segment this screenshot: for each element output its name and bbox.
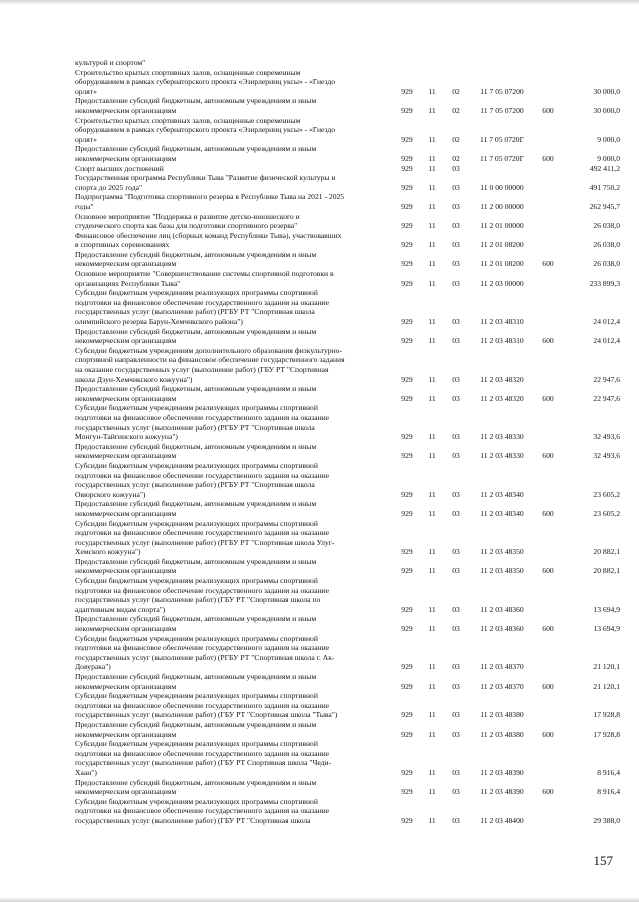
ministry-code: 929	[401, 547, 413, 557]
subsection-code: 03	[452, 393, 460, 403]
target-article: 11 7 05 0720Г	[480, 134, 524, 144]
ministry-code: 929	[401, 489, 413, 499]
table-row	[75, 720, 620, 739]
amount: 492 411,2	[589, 163, 620, 173]
table-row	[75, 250, 620, 269]
row-name: Предоставление субсидий бюджетным, автономным учреждениям и иным некоммерческим организациям	[75, 719, 317, 739]
expense-type: 600	[542, 259, 554, 269]
amount: 233 899,3	[589, 278, 620, 288]
subsection-code: 03	[452, 662, 460, 672]
section-code: 11	[428, 604, 436, 614]
target-article: 11 2 03 48330	[480, 451, 524, 461]
target-article: 11 2 01 08200	[480, 259, 524, 269]
section-code: 11	[428, 767, 436, 777]
row-name: Подпрограмма "Подготовка спортивного резерва в Республике Тыва на 2021 - 2025 годы"	[75, 192, 345, 211]
section-code: 11	[428, 547, 436, 557]
table-row	[75, 634, 620, 672]
table-row	[75, 461, 620, 499]
amount: 22 947,6	[593, 393, 620, 403]
table-row	[75, 327, 620, 346]
row-name: Предоставление субсидий бюджетным, автономным учреждениям и иным некоммерческим организациям	[75, 499, 317, 518]
ministry-code: 929	[401, 240, 413, 250]
ministry-code: 929	[401, 729, 413, 739]
table-row	[75, 116, 620, 145]
target-article: 11 2 00 00000	[480, 201, 524, 211]
table-row	[75, 576, 620, 614]
ministry-code: 929	[401, 163, 413, 173]
table-row	[75, 346, 620, 384]
row-name: Государственная программа Республики Тыва "Развитие физической культуры и спорта до 2025 года"	[75, 173, 336, 192]
table-row	[75, 672, 620, 691]
subsection-code: 03	[452, 432, 460, 442]
table-row	[75, 614, 620, 633]
subsection-code: 03	[452, 182, 460, 192]
ministry-code: 929	[401, 604, 413, 614]
section-code: 11	[428, 278, 436, 288]
table-row	[75, 403, 620, 441]
target-article: 11 2 03 48380	[480, 729, 524, 739]
section-code: 11	[428, 566, 436, 576]
subsection-code: 03	[452, 624, 460, 634]
target-article: 11 0 00 00000	[480, 182, 524, 192]
ministry-code: 929	[401, 153, 413, 163]
amount: 30 000,0	[593, 105, 620, 115]
subsection-code: 03	[452, 317, 460, 327]
table-row	[75, 231, 620, 250]
ministry-code: 929	[401, 317, 413, 327]
table-row	[75, 797, 620, 826]
section-code: 11	[428, 221, 436, 231]
subsection-code: 03	[452, 681, 460, 691]
ministry-code: 929	[401, 787, 413, 797]
ministry-code: 929	[401, 681, 413, 691]
amount: 8 916,4	[597, 767, 620, 777]
expense-type: 600	[542, 681, 554, 691]
amount: 21 120,1	[593, 662, 620, 672]
table-row	[75, 442, 620, 461]
target-article: 11 2 03 48360	[480, 624, 524, 634]
row-name: Субсидии бюджетным учреждениям реализующих программы спортивной подготовки на финансовое обеспечение государственного задания на оказание государственных услуг (выполнение работ) (ГБУ РТ "Спортивная школа "Тыва")	[75, 691, 338, 720]
row-name: Субсидии бюджетным учреждениям реализующих программы спортивной подготовки на финансовое обеспечение государственного задания на оказание государственных услуг (выполнение работ) (РГБУ РТ "Спортивная школа г. Ак- Довурака")	[75, 633, 335, 672]
expense-type: 600	[542, 393, 554, 403]
subsection-code: 03	[452, 787, 460, 797]
amount: 26 038,0	[593, 240, 620, 250]
ministry-code: 929	[401, 624, 413, 634]
ministry-code: 929	[401, 86, 413, 96]
table-row	[75, 499, 620, 518]
table-row	[75, 68, 620, 97]
subsection-code: 03	[452, 374, 460, 384]
table-row	[75, 288, 620, 326]
target-article: 11 2 03 48340	[480, 489, 524, 499]
amount: 22 947,6	[593, 374, 620, 384]
row-name: Субсидии бюджетным учреждениям реализующих программы спортивной подготовки на финансовое обеспечение государственного задания на оказание государственных услуг (выполнение работ) (ГБУ РТ "Спортивная школа	[75, 796, 330, 825]
target-article: 11 2 03 48310	[480, 317, 524, 327]
amount: 13 694,9	[593, 624, 620, 634]
section-code: 11	[428, 393, 436, 403]
ministry-code: 929	[401, 393, 413, 403]
row-name: Строительство крытых спортивных залов, оснащенные современным оборудованием в рамках губернаторского проекта «Эзирлерниң уксы» - «Гнездо орлят»	[75, 115, 336, 144]
section-code: 11	[428, 259, 436, 269]
section-code: 11	[428, 624, 436, 634]
row-name: Предоставление субсидий бюджетным, автономным учреждениям и иным некоммерческим организациям	[75, 144, 317, 163]
subsection-code: 03	[452, 547, 460, 557]
subsection-code: 03	[452, 451, 460, 461]
subsection-code: 03	[452, 767, 460, 777]
amount: 9 000,0	[597, 134, 620, 144]
amount: 26 038,0	[593, 221, 620, 231]
row-name: Субсидии бюджетным учреждениям реализующих программы спортивной подготовки на финансовое обеспечение государственного задания на оказание государственных услуг (выполнение работ) (РГБУ РТ "Спортивная школа Монгун-Тайгинского кожууна")	[75, 403, 330, 442]
section-code: 11	[428, 432, 436, 442]
section-code: 11	[428, 134, 436, 144]
expense-type: 600	[542, 336, 554, 346]
target-article: 11 2 01 00000	[480, 221, 524, 231]
row-name: Предоставление субсидий бюджетным, автономным учреждениям и иным некоммерческим организациям	[75, 384, 317, 403]
amount: 30 000,0	[593, 86, 620, 96]
table-row	[75, 269, 620, 288]
row-name: Субсидии бюджетным учреждениям реализующих программы спортивной подготовки на финансовое обеспечение государственного задания на оказание государственных услуг (выполнение работ) (ГБУ РТ Спортивная школа "Чеди- Хаан")	[75, 739, 332, 777]
ministry-code: 929	[401, 221, 413, 231]
amount: 24 012,4	[593, 317, 620, 327]
ministry-code: 929	[401, 662, 413, 672]
table-row	[75, 96, 620, 115]
subsection-code: 03	[452, 815, 460, 825]
expense-type: 600	[542, 787, 554, 797]
ministry-code: 929	[401, 336, 413, 346]
target-article: 11 2 03 48380	[480, 710, 524, 720]
table-row	[75, 557, 620, 576]
table-row	[75, 192, 620, 211]
row-name: Субсидии бюджетным учреждениям реализующих программы спортивной подготовки на финансовое обеспечение государственного задания на оказание государственных услуг (выполнение работ) (РГБУ РТ "Спортивная школа Улуг- Хемского кожууна")	[75, 518, 335, 557]
section-code: 11	[428, 451, 436, 461]
subsection-code: 03	[452, 201, 460, 211]
subsection-code: 03	[452, 604, 460, 614]
row-name: Основное мероприятие "Совершенствование системы спортивной подготовки в организациях Республики Тыва"	[75, 269, 334, 288]
table-row	[75, 164, 620, 174]
amount: 26 038,0	[593, 259, 620, 269]
row-name: Субсидии бюджетным учреждениям дополнительного образования физкультурно- спортивной направленности на финансовое обеспечение государственного задания на оказание государственных услуг (выполнение работ) (ГБУ РТ "Спортивная школа Дзун-Хемчикского кожууна")	[75, 345, 345, 384]
row-name: Предоставление субсидий бюджетным, автономным учреждениям и иным некоммерческим организациям	[75, 556, 317, 576]
table-row	[75, 519, 620, 557]
ministry-code: 929	[401, 105, 413, 115]
table-row	[75, 173, 620, 192]
target-article: 11 7 05 07200	[480, 86, 524, 96]
section-code: 11	[428, 662, 436, 672]
subsection-code: 03	[452, 729, 460, 739]
subsection-code: 03	[452, 710, 460, 720]
expense-type: 600	[542, 153, 554, 163]
row-name: Финансовое обеспечение лиц (сборных команд Республики Тыва), участвовавших в спортивных соревнованиях	[75, 230, 342, 250]
row-name: Субсидии бюджетным учреждениям реализующих программы спортивной подготовки на финансовое обеспечение государственного задания на оказание государственных услуг (выполнение работ) (РГБУ РТ "Спортивная школа Овюрского кожууна")	[75, 460, 330, 499]
ministry-code: 929	[401, 182, 413, 192]
amount: 20 882,1	[593, 566, 620, 576]
section-code: 11	[428, 787, 436, 797]
row-name: Строительство крытых спортивных залов, оснащенные современным оборудованием в рамках губернаторского проекта «Эзирлерниң уксы» - «Гнездо орлят»	[75, 67, 336, 96]
target-article: 11 2 03 48370	[480, 681, 524, 691]
target-article: 11 2 03 00000	[480, 278, 524, 288]
target-article: 11 7 05 07200	[480, 105, 524, 115]
section-code: 11	[428, 815, 436, 825]
row-name: Предоставление субсидий бюджетным, автономным учреждениям и иным некоммерческим организациям	[75, 777, 317, 797]
section-code: 11	[428, 317, 436, 327]
section-code: 11	[428, 163, 436, 173]
subsection-code: 03	[452, 278, 460, 288]
section-code: 11	[428, 182, 436, 192]
table-row	[75, 691, 620, 720]
row-name: Спорт высших достижений	[75, 163, 164, 173]
table-row	[75, 384, 620, 403]
section-code: 11	[428, 240, 436, 250]
row-name: Субсидии бюджетным учреждениям реализующих программы спортивной подготовки на финансовое обеспечение государственного задания на оказание государственных услуг (выполнение работ) (РГБУ РТ "Спортивная школа олимпийского резерва Барун-Хемчикского района")	[75, 288, 330, 327]
table-row	[75, 144, 620, 163]
target-article: 11 2 03 48390	[480, 787, 524, 797]
subsection-code: 03	[452, 163, 460, 173]
expense-type: 600	[542, 508, 554, 518]
row-name: Предоставление субсидий бюджетным, автономным учреждениям и иным некоммерческим организациям	[75, 441, 317, 461]
amount: 23 605,2	[593, 508, 620, 518]
subsection-code: 02	[452, 134, 460, 144]
target-article: 11 2 03 48390	[480, 767, 524, 777]
amount: 17 928,8	[593, 729, 620, 739]
target-article: 11 2 03 48330	[480, 432, 524, 442]
target-article: 11 2 03 48320	[480, 374, 524, 384]
amount: 8 916,4	[597, 787, 620, 797]
subsection-code: 03	[452, 259, 460, 269]
target-article: 11 2 03 48370	[480, 662, 524, 672]
target-article: 11 2 03 48400	[480, 815, 524, 825]
amount: 491 750,2	[589, 182, 620, 192]
amount: 262 945,7	[589, 201, 620, 211]
scan-edge-bottom	[0, 897, 639, 902]
table-row	[75, 739, 620, 777]
budget-table	[75, 58, 620, 826]
subsection-code: 03	[452, 566, 460, 576]
row-name: Предоставление субсидий бюджетным, автономным учреждениям и иным некоммерческим организациям	[75, 614, 317, 634]
amount: 24 012,4	[593, 336, 620, 346]
target-article: 11 2 03 48320	[480, 393, 524, 403]
ministry-code: 929	[401, 815, 413, 825]
section-code: 11	[428, 710, 436, 720]
row-name: Предоставление субсидий бюджетным, автономным учреждениям и иным некоммерческим организациям	[75, 96, 317, 115]
ministry-code: 929	[401, 201, 413, 211]
target-article: 11 2 03 48310	[480, 336, 524, 346]
row-name: Основное мероприятие "Поддержка и развитие детско-юношеского и студенческого спорта как базы для подготовки спортивного резерва"	[75, 211, 300, 231]
table-row	[75, 212, 620, 231]
subsection-code: 03	[452, 336, 460, 346]
section-code: 11	[428, 336, 436, 346]
row-name: Предоставление субсидий бюджетным, автономным учреждениям и иным некоммерческим организациям	[75, 672, 317, 691]
amount: 9 000,0	[597, 153, 620, 163]
ministry-code: 929	[401, 710, 413, 720]
target-article: 11 2 03 48350	[480, 566, 524, 576]
subsection-code: 03	[452, 240, 460, 250]
row-name: Предоставление субсидий бюджетным, автономным учреждениям и иным некоммерческим организациям	[75, 249, 317, 269]
amount: 20 882,1	[593, 547, 620, 557]
ministry-code: 929	[401, 451, 413, 461]
expense-type: 600	[542, 451, 554, 461]
amount: 21 120,1	[593, 681, 620, 691]
expense-type: 600	[542, 566, 554, 576]
row-name: Предоставление субсидий бюджетным, автономным учреждениям и иным некоммерческим организациям	[75, 326, 317, 346]
expense-type: 600	[542, 105, 554, 115]
expense-type: 600	[542, 624, 554, 634]
target-article: 11 2 03 48360	[480, 604, 524, 614]
section-code: 11	[428, 201, 436, 211]
subsection-code: 02	[452, 105, 460, 115]
ministry-code: 929	[401, 374, 413, 384]
amount: 23 605,2	[593, 489, 620, 499]
amount: 17 928,8	[593, 710, 620, 720]
target-article: 11 2 01 08200	[480, 240, 524, 250]
table-row	[75, 58, 620, 68]
amount: 32 493,6	[593, 432, 620, 442]
subsection-code: 02	[452, 153, 460, 163]
ministry-code: 929	[401, 432, 413, 442]
target-article: 11 7 05 0720Г	[480, 153, 524, 163]
section-code: 11	[428, 508, 436, 518]
page-number: 157	[593, 853, 613, 868]
subsection-code: 03	[452, 489, 460, 499]
target-article: 11 2 03 48350	[480, 547, 524, 557]
scan-edge-top	[0, 0, 639, 5]
section-code: 11	[428, 729, 436, 739]
table-row	[75, 778, 620, 797]
section-code: 11	[428, 681, 436, 691]
ministry-code: 929	[401, 259, 413, 269]
ministry-code: 929	[401, 508, 413, 518]
amount: 32 493,6	[593, 451, 620, 461]
amount: 29 388,0	[593, 815, 620, 825]
ministry-code: 929	[401, 278, 413, 288]
subsection-code: 03	[452, 221, 460, 231]
row-name: культурой и спортом"	[75, 58, 146, 67]
subsection-code: 03	[452, 508, 460, 518]
expense-type: 600	[542, 729, 554, 739]
ministry-code: 929	[401, 767, 413, 777]
subsection-code: 02	[452, 86, 460, 96]
ministry-code: 929	[401, 134, 413, 144]
amount: 13 694,9	[593, 604, 620, 614]
section-code: 11	[428, 374, 436, 384]
section-code: 11	[428, 489, 436, 499]
section-code: 11	[428, 105, 436, 115]
row-name: Субсидии бюджетным учреждениям реализующих программы спортивной подготовки на финансовое обеспечение государственного задания на оказание государственных услуг (выполнение работ) (ГБУ РТ "Спортивная школа по адаптивным видам спорта")	[75, 576, 330, 614]
ministry-code: 929	[401, 566, 413, 576]
section-code: 11	[428, 153, 436, 163]
section-code: 11	[428, 86, 436, 96]
target-article: 11 2 03 48340	[480, 508, 524, 518]
